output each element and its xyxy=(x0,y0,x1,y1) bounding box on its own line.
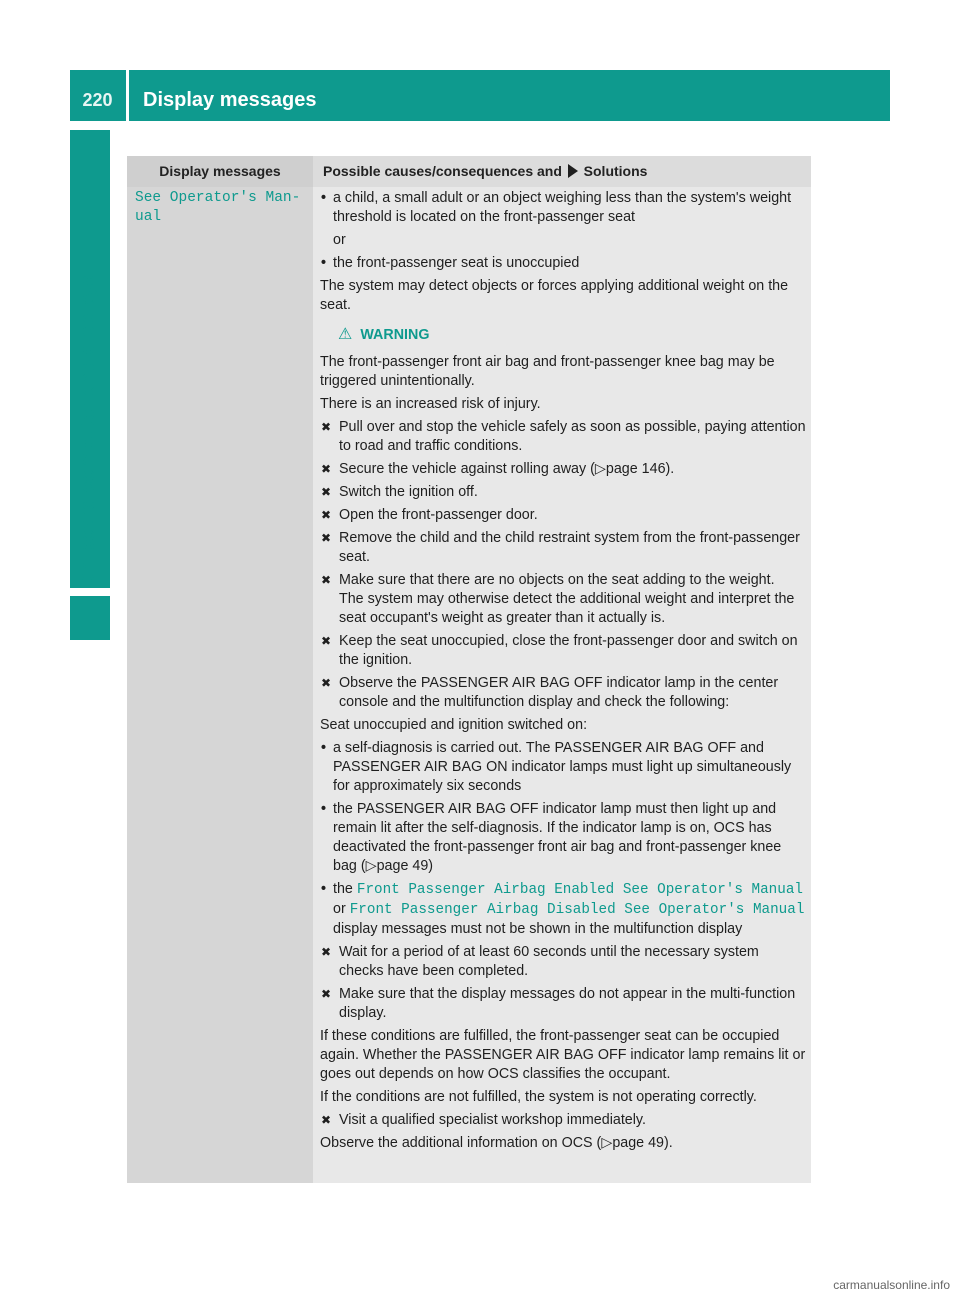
list-text: or xyxy=(333,901,346,917)
step-item: ✖ Pull over and stop the vehicle safely as soon as possible, paying attention to road and traffic conditions. xyxy=(320,418,806,456)
step-item: ✖ Switch the ignition off. xyxy=(320,483,806,502)
page-ref[interactable]: page 146). xyxy=(605,461,675,477)
step-text: ✖ Make sure that there are no objects on the seat adding to the weight. xyxy=(339,572,775,588)
step-item xyxy=(320,460,806,479)
step-item: ✖ Visit a qualified specialist workshop immediately. xyxy=(320,1111,806,1130)
page-ref-icon: ▷ xyxy=(601,1135,613,1151)
message-column xyxy=(127,156,313,1183)
section-marker xyxy=(70,596,110,640)
solutions-content xyxy=(320,189,806,1157)
or-text: or xyxy=(333,232,346,248)
page-header xyxy=(70,70,890,121)
watermark: carmanualsonline.info xyxy=(833,1278,950,1292)
step-item: ✖ Make sure that the display messages do not appear in the multi-function display. xyxy=(320,985,806,1023)
page-ref[interactable]: page 49) xyxy=(376,858,434,874)
paragraph: If the conditions are not fulfilled, the system is not operating correctly. xyxy=(320,1089,757,1105)
step-note: The system may otherwise detect the additional weight and interpret the seat occupant's weight as greater than it actually is. xyxy=(339,591,795,626)
warning-text: There is an increased risk of injury. xyxy=(320,396,541,412)
display-message-ref: Front Passenger Airbag Disabled See Operator's Manual xyxy=(349,902,805,918)
step-item: ✖ Keep the seat unoccupied, close the front-passenger door and switch on the ignition. xyxy=(320,632,806,670)
paragraph xyxy=(320,1134,806,1153)
step-item: ✖ Remove the child and the child restraint system from the front-passenger seat. xyxy=(320,529,806,567)
page-ref-icon: ▷ xyxy=(365,858,377,874)
paragraph-text: Observe the additional information on OCS ( xyxy=(320,1135,602,1151)
col-header-causes-text: Possible causes/consequences and xyxy=(323,163,562,179)
list-item xyxy=(320,880,806,939)
warning-label: WARNING xyxy=(360,327,430,343)
step-item: ✖ Wait for a period of at least 60 seconds until the necessary system checks have been completed. xyxy=(320,943,806,981)
warning-triangle-icon: ⚠ xyxy=(338,326,353,343)
step-item xyxy=(320,571,806,628)
list-item: • a self-diagnosis is carried out. The PASSENGER AIR BAG OFF and PASSENGER AIR BAG ON indicator lamps must light up simultaneously for approximately six seconds xyxy=(320,739,806,796)
display-message-ref: Front Passenger Airbag Enabled See Operator's Manual xyxy=(356,882,803,898)
header-divider xyxy=(126,70,129,121)
arrow-right-icon xyxy=(568,164,578,178)
list-text: the PASSENGER AIR BAG OFF indicator lamp must then light up and remain lit after the self-diagnosis. If the indicator lamp is on, OCS has deactivated the front-passenger front air bag and front-passenger knee bag ( xyxy=(333,801,782,874)
warning-heading xyxy=(320,325,806,345)
step-item: ✖ Observe the PASSENGER AIR BAG OFF indicator lamp in the center console and the multifunction display and check the following: xyxy=(320,674,806,712)
display-messages-table xyxy=(127,156,811,1183)
paragraph: If these conditions are fulfilled, the front-passenger seat can be occupied again. Whether the PASSENGER AIR BAG OFF indicator lamp remains lit or goes out depends on how OCS classifies the occupant. xyxy=(320,1028,806,1082)
page-ref-icon: ▷ xyxy=(594,461,606,477)
display-message-text xyxy=(135,189,305,227)
page-ref[interactable]: page 49). xyxy=(612,1135,673,1151)
list-text: the xyxy=(333,881,353,897)
message-line: ual xyxy=(135,209,162,225)
col-header-solutions-text: Solutions xyxy=(583,163,648,179)
section-label: On-board computer and displays xyxy=(77,274,99,588)
list-item: • the front-passenger seat is unoccupied xyxy=(320,254,806,273)
message-line: See Operator's Man‐ xyxy=(135,190,301,206)
page-title: Display messages xyxy=(143,89,317,111)
page-number: 220 xyxy=(82,90,113,110)
paragraph: Seat unoccupied and ignition switched on: xyxy=(320,717,588,733)
warning-text: The front-passenger front air bag and front-passenger knee bag may be triggered unintentionally. xyxy=(320,354,775,389)
step-text: Secure the vehicle against rolling away ( xyxy=(339,461,595,477)
paragraph: The system may detect objects or forces applying additional weight on the seat. xyxy=(320,278,789,313)
col-header-solutions xyxy=(313,156,811,187)
step-item: ✖ Open the front-passenger door. xyxy=(320,506,806,525)
list-text: display messages must not be shown in the multifunction display xyxy=(333,921,743,937)
list-item xyxy=(320,800,806,876)
list-item: • a child, a small adult or an object weighing less than the system's weight threshold is located on the front-passenger seat xyxy=(320,189,806,227)
col-header-messages: Display messages xyxy=(127,156,313,187)
